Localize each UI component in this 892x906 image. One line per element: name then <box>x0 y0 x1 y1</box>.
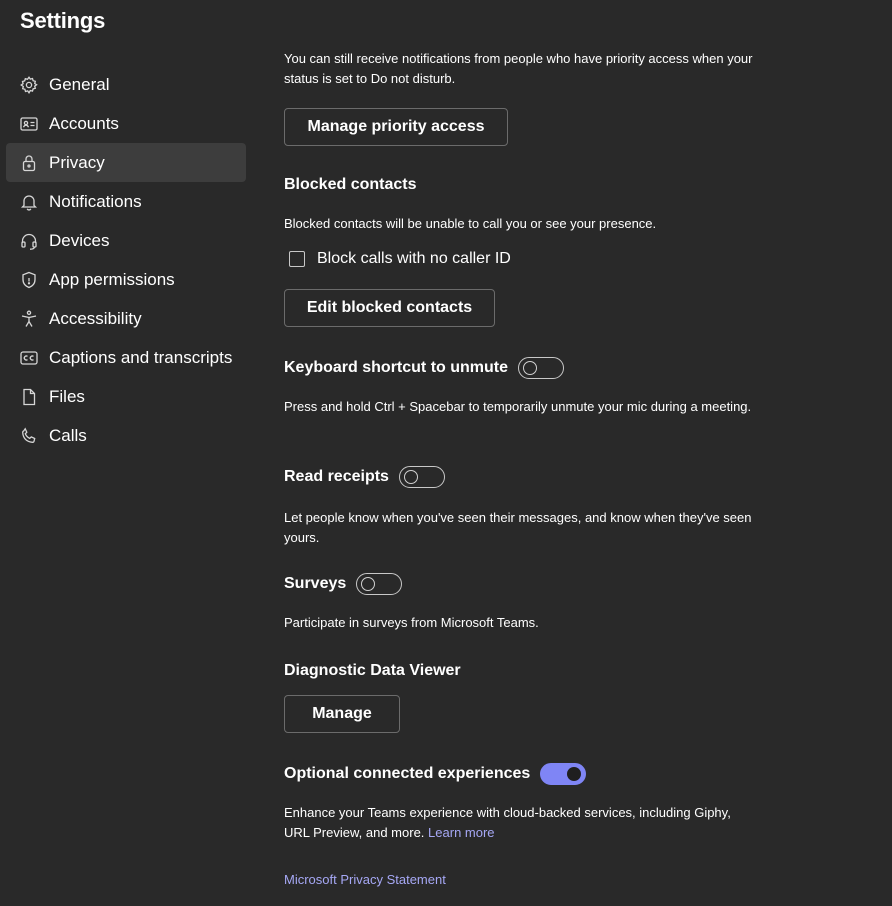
sidebar-item-label: Files <box>49 386 85 406</box>
surveys-toggle[interactable] <box>356 573 402 595</box>
optional-experiences-description <box>284 803 754 843</box>
optional-experiences-text: Enhance your Teams experience with cloud-backed services, including Giphy, URL Preview, and more. <box>284 805 731 840</box>
sidebar-item-app-permissions[interactable] <box>6 260 246 299</box>
sidebar-item-label: Accessibility <box>49 308 142 328</box>
sidebar-item-privacy[interactable] <box>6 143 246 182</box>
manage-priority-access-button[interactable]: Manage priority access <box>284 108 508 146</box>
file-icon <box>19 387 39 407</box>
sidebar-item-label: App permissions <box>49 269 175 289</box>
block-no-caller-id-checkbox[interactable] <box>289 251 305 267</box>
cc-icon <box>19 348 39 368</box>
learn-more-link[interactable]: Learn more <box>428 825 495 840</box>
edit-blocked-contacts-button[interactable]: Edit blocked contacts <box>284 289 495 327</box>
sidebar-item-label: Privacy <box>49 152 105 172</box>
id-card-icon <box>19 114 39 134</box>
unmute-shortcut-toggle[interactable] <box>518 357 564 379</box>
toggle-knob <box>567 767 581 781</box>
optional-experiences-heading: Optional connected experiences <box>284 765 531 782</box>
shield-icon <box>19 270 39 290</box>
block-no-caller-id-row <box>289 250 511 268</box>
surveys-row <box>284 573 402 595</box>
blocked-contacts-description: Blocked contacts will be unable to call you or see your presence. <box>284 216 657 231</box>
surveys-heading: Surveys <box>284 575 347 592</box>
read-receipts-description: Let people know when you've seen their messages, and know when they've seen yours. <box>284 510 752 545</box>
lock-icon <box>19 153 39 173</box>
read-receipts-row <box>284 466 445 488</box>
page-title: Settings <box>20 8 106 33</box>
sidebar-item-calls[interactable] <box>6 416 246 455</box>
sidebar-item-captions[interactable] <box>6 338 246 377</box>
priority-access-description: You can still receive notifications from people who have priority access when your status is set to Do not disturb. <box>284 51 753 86</box>
toggle-knob <box>361 577 375 591</box>
diagnostic-data-viewer-heading: Diagnostic Data Viewer <box>284 662 461 679</box>
sidebar-item-label: Calls <box>49 425 87 445</box>
optional-experiences-row <box>284 763 586 785</box>
sidebar-item-notifications[interactable] <box>6 182 246 221</box>
sidebar-item-label: Devices <box>49 230 110 250</box>
sidebar-item-label: General <box>49 74 110 94</box>
phone-icon <box>19 426 39 446</box>
accessibility-icon <box>19 309 39 329</box>
unmute-shortcut-description: Press and hold Ctrl + Spacebar to temporarily unmute your mic during a meeting. <box>284 399 752 414</box>
read-receipts-heading: Read receipts <box>284 468 389 485</box>
sidebar-item-files[interactable] <box>6 377 246 416</box>
sidebar-item-label: Notifications <box>49 191 142 211</box>
sidebar-item-devices[interactable] <box>6 221 246 260</box>
gear-icon <box>19 75 39 95</box>
sidebar-item-label: Captions and transcripts <box>49 347 233 367</box>
settings-sidebar <box>6 65 246 455</box>
toggle-knob <box>523 361 537 375</box>
toggle-knob <box>404 470 418 484</box>
unmute-shortcut-row <box>284 357 564 379</box>
surveys-description: Participate in surveys from Microsoft Teams. <box>284 615 539 630</box>
sidebar-item-general[interactable] <box>6 65 246 104</box>
sidebar-item-accessibility[interactable] <box>6 299 246 338</box>
headset-icon <box>19 231 39 251</box>
blocked-contacts-heading: Blocked contacts <box>284 176 417 193</box>
privacy-statement-link[interactable]: Microsoft Privacy Statement <box>284 872 446 887</box>
sidebar-item-accounts[interactable] <box>6 104 246 143</box>
unmute-shortcut-heading: Keyboard shortcut to unmute <box>284 359 509 376</box>
block-no-caller-id-label: Block calls with no caller ID <box>317 250 511 267</box>
read-receipts-toggle[interactable] <box>399 466 445 488</box>
optional-experiences-toggle[interactable] <box>540 763 586 785</box>
manage-diagnostic-button[interactable]: Manage <box>284 695 400 733</box>
bell-icon <box>19 192 39 212</box>
sidebar-item-label: Accounts <box>49 113 119 133</box>
